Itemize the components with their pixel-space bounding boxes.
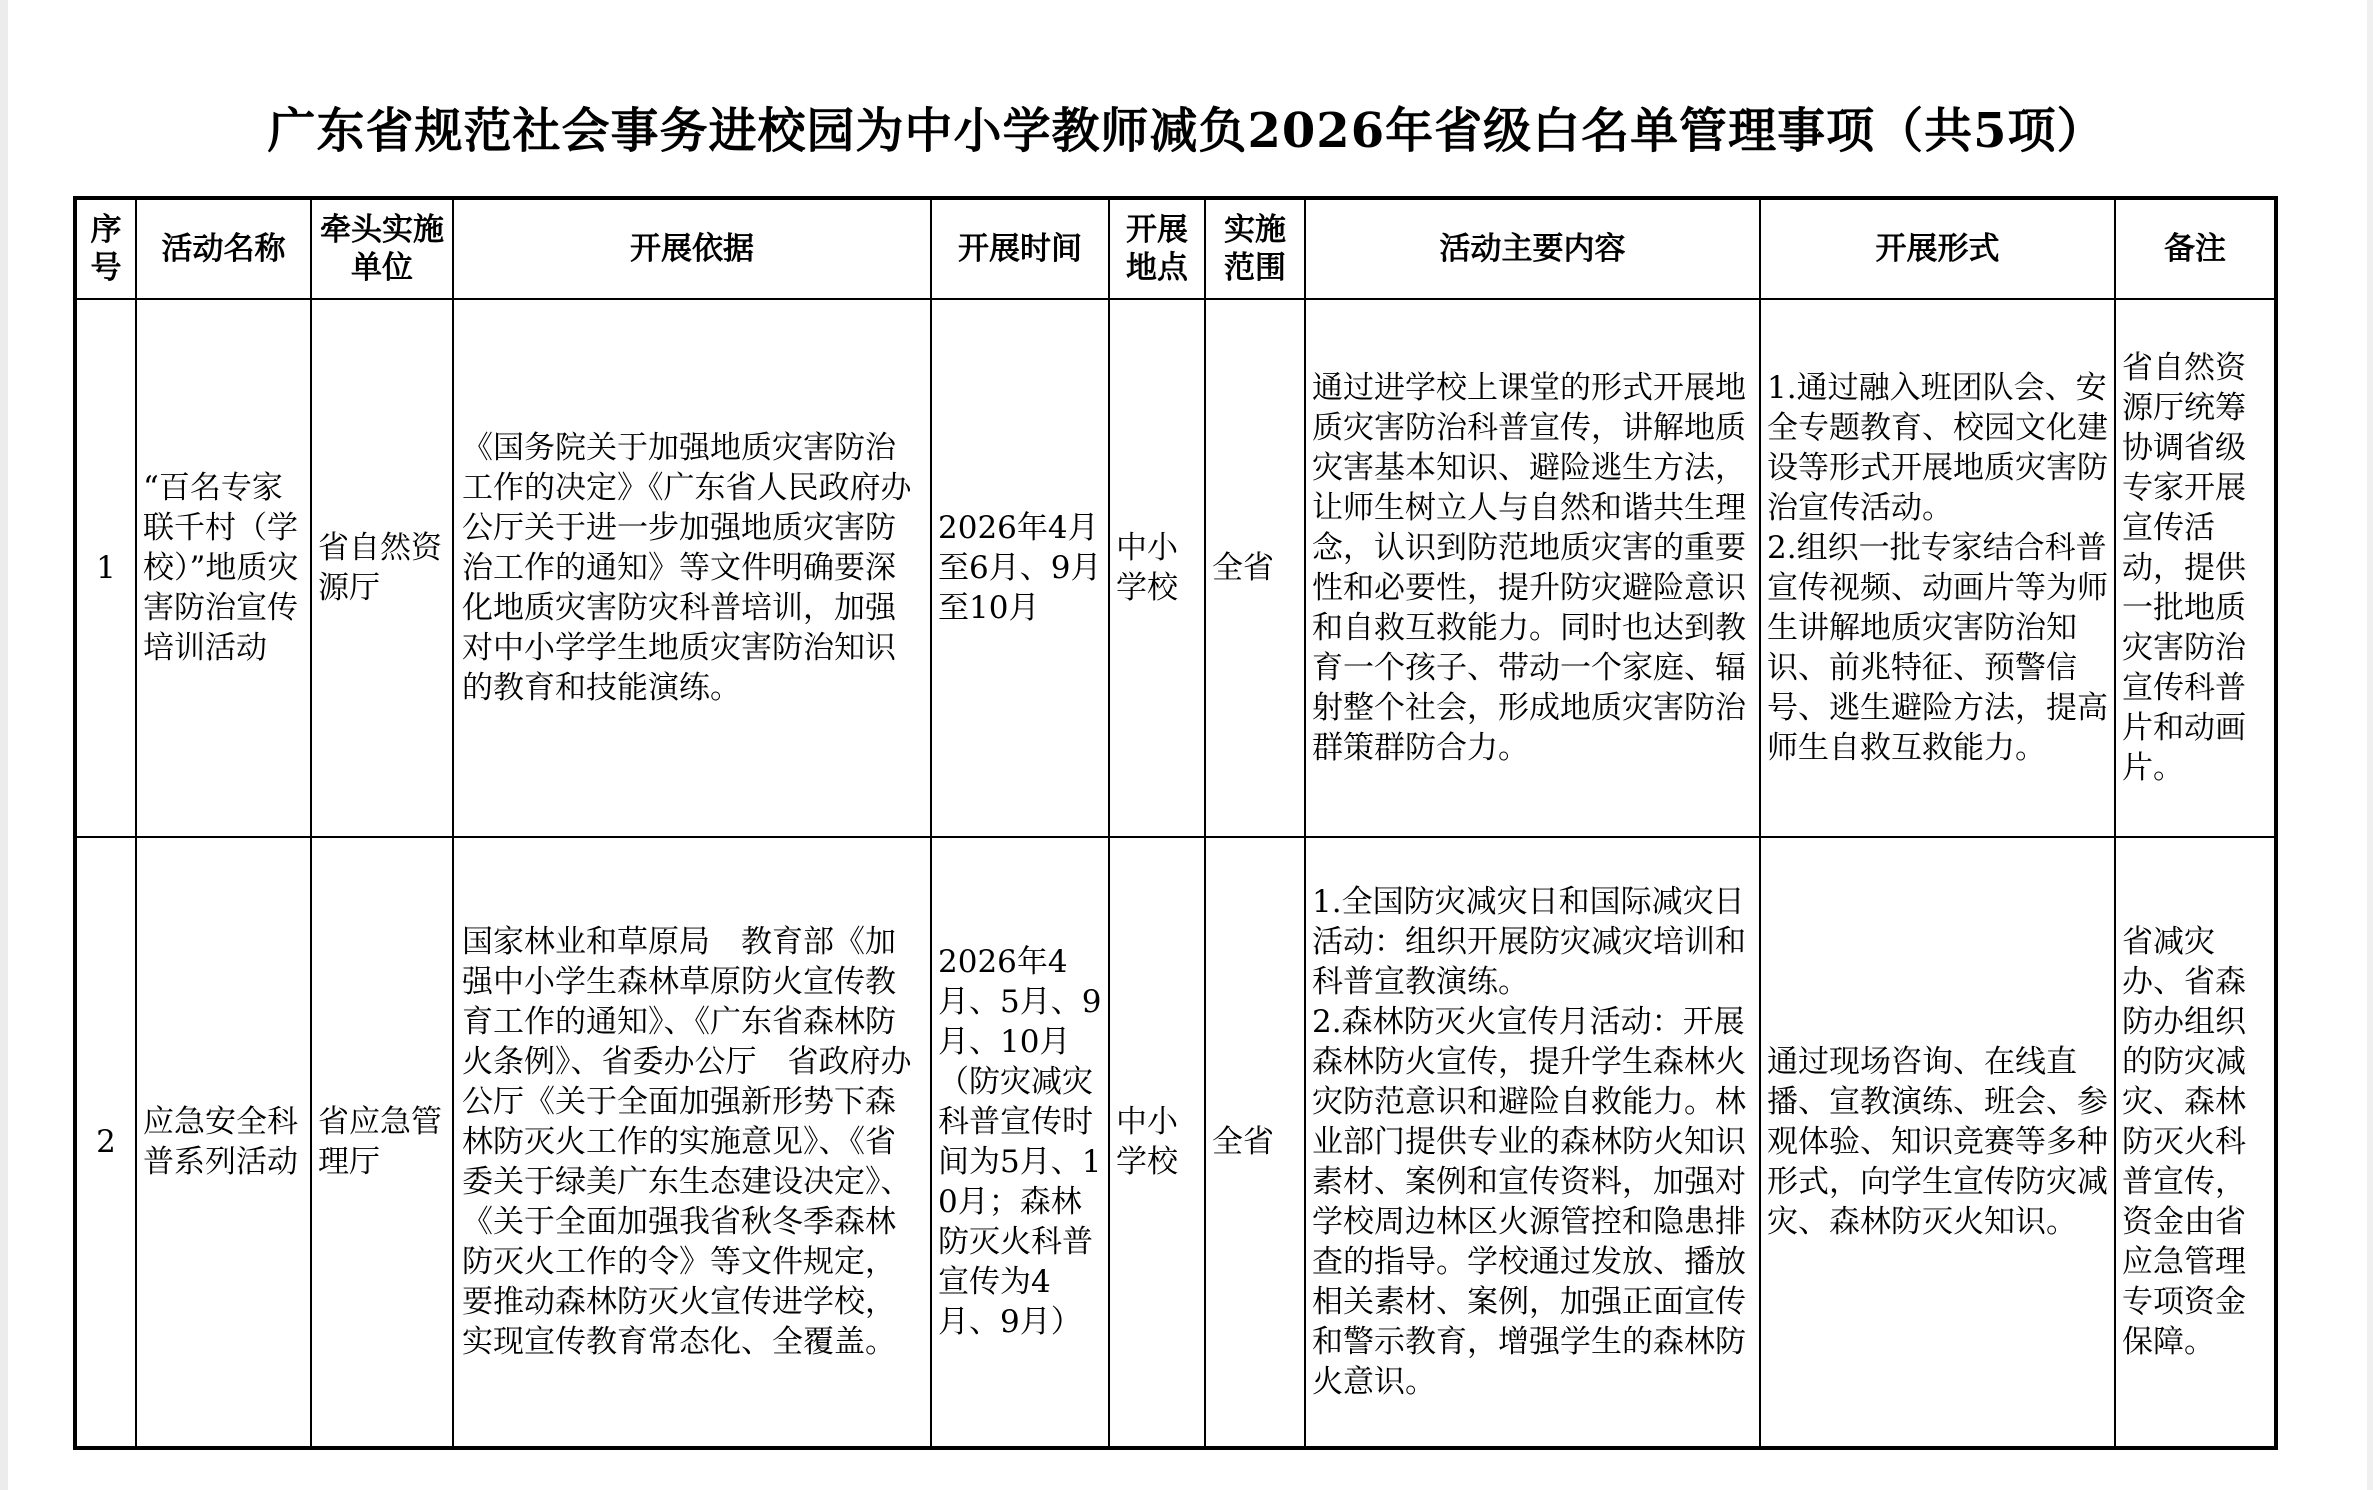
header-form: 开展形式 bbox=[1760, 198, 2115, 299]
cell-content-text: 通过进学校上课堂的形式开展地质灾害防治科普宣传，讲解地质灾害基本知识、避险逃生方法，让师生树立人与自然和谐共生理念，认识到防范地质灾害的重要性和必要性，提升防灾避险意识和自救互救能力。同时也达到教育一个孩子、带动一个家庭、辐射整个社会，形成地质灾害防治群策群防合力。 bbox=[1312, 370, 1746, 766]
header-basis: 开展依据 bbox=[453, 198, 931, 299]
cell-form bbox=[1760, 299, 2115, 837]
cell-name-text: “百名专家联千村（学校）”地质灾害防治宣传培训活动 bbox=[143, 470, 299, 666]
cell-note-text: 省减灾办、省森防办组织的防灾减灾、森林防灭火科普宣传，资金由省应急管理专项资金保障。 bbox=[2122, 924, 2246, 1360]
cell-form-text: 通过现场咨询、在线直播、宣教演练、班会、参观体验、知识竞赛等多种形式，向学生宣传防灾减灾、森林防灭火知识。 bbox=[1767, 1044, 2108, 1240]
cell-scope bbox=[1205, 299, 1305, 837]
cell-note bbox=[2115, 299, 2276, 837]
cell-scope-text: 全省 bbox=[1212, 1124, 1274, 1160]
cell-unit-text: 省自然资源厅 bbox=[318, 530, 442, 606]
cell-basis-text: 《国务院关于加强地质灾害防治工作的决定》《广东省人民政府办公厅关于进一步加强地质灾害防治工作的通知》等文件明确要深化地质灾害防灾科普培训，加强对中小学学生地质灾害防治知识的教育和技能演练。 bbox=[462, 430, 912, 706]
cell-time-text: 2026年4月、5月、9月、10月（防灾减灾科普宣传时间为5月、10月；森林防灭火科普宣传为4月、9月） bbox=[938, 944, 1102, 1340]
table-row bbox=[75, 837, 2276, 1448]
cell-note bbox=[2115, 837, 2276, 1448]
header-time: 开展时间 bbox=[931, 198, 1109, 299]
cell-basis-text: 国家林业和草原局 教育部《加强中小学生森林草原防火宣传教育工作的通知》、《广东省森林防火条例》、省委办公厅 省政府办公厅《关于全面加强新形势下森林防灭火工作的实施意见》、《省委关于绿美广东生态建设决定》、《关于全面加强我省秋冬季森林防灭火工作的令》等文件规定，要推动森林防灭火宣传进学校，实现宣传教育常态化、全覆盖。 bbox=[462, 924, 912, 1360]
cell-unit-text: 省应急管理厅 bbox=[318, 1104, 442, 1180]
page-left-edge bbox=[0, 0, 8, 1490]
cell-time-text: 2026年4月至6月、9月至10月 bbox=[938, 510, 1102, 626]
cell-name-text: 应急安全科普系列活动 bbox=[143, 1104, 298, 1180]
table-row bbox=[75, 299, 2276, 837]
header-unit: 牵头实施单位 bbox=[311, 198, 453, 299]
page-right-edge bbox=[2367, 0, 2373, 1490]
table-header-row bbox=[75, 198, 2276, 299]
cell-place bbox=[1109, 299, 1205, 837]
cell-time bbox=[931, 299, 1109, 837]
cell-no: 1 bbox=[75, 299, 136, 837]
cell-unit bbox=[311, 299, 453, 837]
cell-scope-text: 全省 bbox=[1212, 550, 1274, 586]
cell-no: 2 bbox=[75, 837, 136, 1448]
cell-scope bbox=[1205, 837, 1305, 1448]
cell-basis bbox=[453, 299, 931, 837]
cell-content bbox=[1305, 299, 1760, 837]
header-place: 开展地点 bbox=[1109, 198, 1205, 299]
header-note: 备注 bbox=[2115, 198, 2276, 299]
cell-form bbox=[1760, 837, 2115, 1448]
header-content: 活动主要内容 bbox=[1305, 198, 1760, 299]
cell-content-text: 1.全国防灾减灾日和国际减灾日活动：组织开展防灾减灾培训和科普宣教演练。 2.森林防灭火宣传月活动：开展森林防火宣传，提升学生森林火灾防范意识和避险自救能力。林业部门提供专业的森林防火知识素材、案例和宣传资料，加强对学校周边林区火源管控和隐患排查的指导。学校通过发放、播放相关素材、案例，加强正面宣传和警示教育，增强学生的森林防火意识。 bbox=[1312, 884, 1746, 1400]
whitelist-table bbox=[73, 196, 2278, 1450]
cell-content bbox=[1305, 837, 1760, 1448]
document-title: 广东省规范社会事务进校园为中小学教师减负2026年省级白名单管理事项（共5项） bbox=[267, 103, 2106, 159]
cell-name bbox=[136, 837, 311, 1448]
cell-basis bbox=[453, 837, 931, 1448]
cell-place-text: 中小学校 bbox=[1116, 530, 1178, 606]
cell-place bbox=[1109, 837, 1205, 1448]
cell-time bbox=[931, 837, 1109, 1448]
header-scope: 实施范围 bbox=[1205, 198, 1305, 299]
cell-place-text: 中小学校 bbox=[1116, 1104, 1178, 1180]
cell-unit bbox=[311, 837, 453, 1448]
header-name: 活动名称 bbox=[136, 198, 311, 299]
cell-form-text: 1.通过融入班团队会、安全专题教育、校园文化建设等形式开展地质灾害防治宣传活动。 2.组织一批专家结合科普宣传视频、动画片等为师生讲解地质灾害防治知识、前兆特征、预警信号、逃生避险方法，提高师生自救互救能力。 bbox=[1767, 370, 2108, 766]
cell-name bbox=[136, 299, 311, 837]
cell-note-text: 省自然资源厅统筹协调省级专家开展宣传活动，提供一批地质灾害防治宣传科普片和动画片。 bbox=[2122, 350, 2246, 786]
header-no: 序号 bbox=[75, 198, 136, 299]
